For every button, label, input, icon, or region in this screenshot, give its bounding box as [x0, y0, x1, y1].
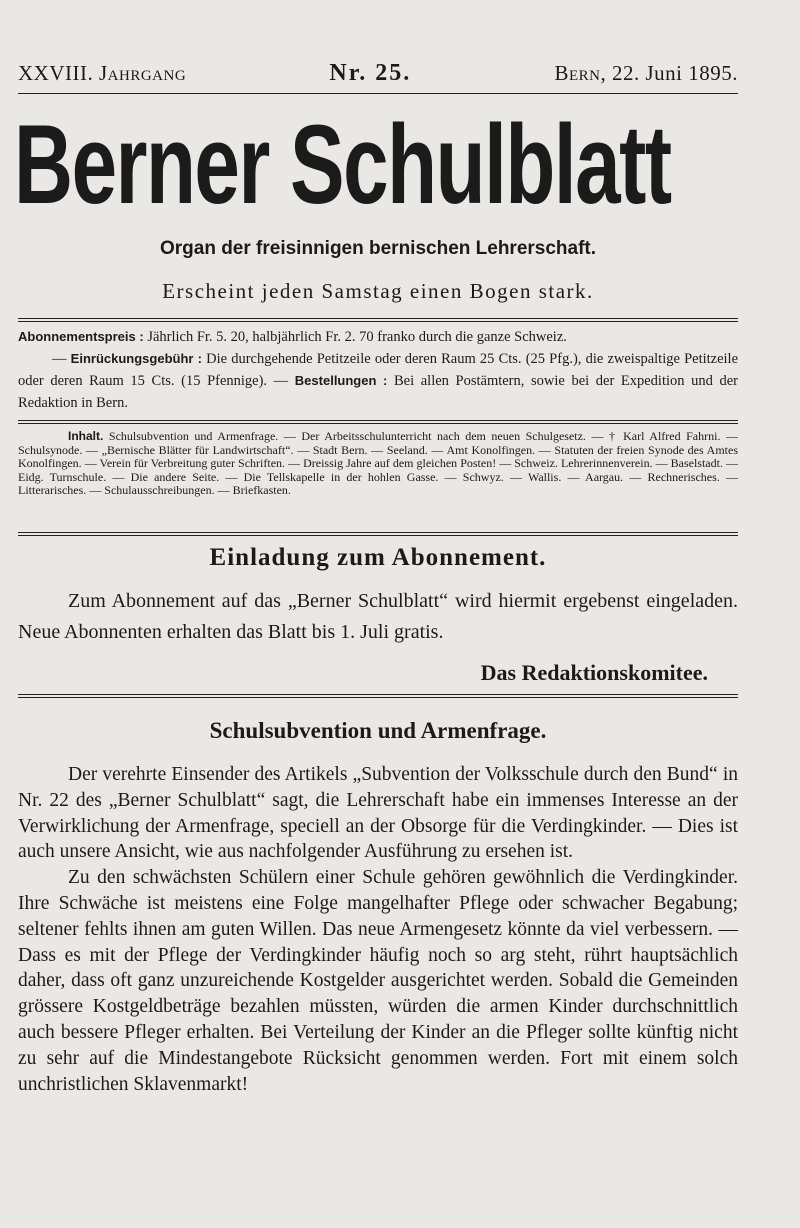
orders-label: Bestellungen :	[294, 373, 388, 388]
insertion-fee-text: Die durchgehende Petitzeile oder deren Raum 25 Cts. (25 Pfg.), die zweispaltige Petitzeile oder deren Raum 15 Cts. (15 Pfennige). —	[18, 351, 739, 389]
divider-rule	[18, 532, 738, 536]
divider-rule	[18, 318, 738, 322]
subscription-price-label: Abonnementspreis :	[18, 329, 144, 344]
volume	[18, 61, 186, 86]
header-rule	[18, 93, 738, 94]
divider-rule	[18, 420, 738, 424]
subscription-info: Abonnementspreis : Jährlich Fr. 5. 20, halbjährlich Fr. 2. 70 franko durch die ganze Schweiz. — Einrückungsgebühr : Die durchgehende Petitzeile oder deren Raum 25 Cts. (25 Pfg.), die zweispaltige Petitzeile oder deren Raum 15 Cts. (15 Pfennige). — Bestellungen : Bei allen Postämtern, sowie bei der Expedition und der Redaktion in Bern.	[18, 329, 739, 411]
article-heading: Schulsubvention und Armenfrage.	[209, 718, 547, 743]
issue-line	[18, 60, 738, 87]
volume-number: XXVIII.	[18, 61, 94, 85]
table-of-contents	[18, 430, 738, 498]
place: Bern	[554, 61, 601, 85]
publication-frequency: Erscheint jeden Samstag einen Bogen stark.	[162, 279, 594, 303]
volume-label: Jahrgang	[98, 61, 187, 85]
masthead-title: Berner Schulblatt	[14, 102, 671, 227]
masthead-subtitle: Organ der freisinnigen bernischen Lehrerschaft.	[159, 238, 597, 259]
orders-text: Bei allen Postämtern, sowie bei der Expedition und der Redaktion in Bern.	[18, 373, 739, 411]
article-body	[18, 762, 738, 1097]
invitation-body	[18, 586, 738, 648]
article-paragraph: Der verehrte Einsender des Artikels „Subvention der Volksschule durch den Bund“ in Nr. 22 des „Berner Schulblatt“ sagt, die Lehrerschaft habe ein immenses Interesse an der Verwirklichung der Armenfrage, speciell an der Obsorge für die Verdingkinder. — Dies ist auch unsere Ansicht, wie aus nachfolgender Ausführung zu ersehen ist.	[18, 764, 738, 863]
place-date	[554, 61, 738, 86]
invitation-heading: Einladung zum Abonnement.	[209, 544, 547, 571]
divider-rule	[18, 694, 738, 698]
issue-number: Nr. 25.	[329, 60, 412, 86]
contents-label: Inhalt.	[68, 429, 104, 443]
contents-text: Schulsubvention und Armenfrage. — Der Arbeitsschulunterricht nach dem neuen Schulgesetz. — † Karl Alfred Fahrni. — Schulsynode. — „Bernische Blätter für Landwirtschaft“. — Stadt Bern. — Seeland. — Amt Konolfingen. — Statuten der freien Synode des Amtes Konolfingen. — Verein für Verbreitung guter Schriften. — Dreissig Jahre auf dem gleichen Posten! — Schweiz. Lehrerinnenverein. — Baselstadt. — Eidg. Turnschule. — Die andere Seite. — Die Tellskapelle in der hohlen Gasse. — Schwyz. — Wallis. — Aargau. — Rechnerisches. — Litterarisches. — Schulausschreibungen. — Briefkasten.	[18, 429, 739, 498]
invitation-text: Zum Abonnement auf das „Berner Schulblatt“ wird hiermit ergebenst eingeladen. Neue Abonnenten erhalten das Blatt bis 1. Juli gratis.	[18, 590, 738, 643]
newspaper-page	[14, 0, 739, 1228]
invitation-signature: Das Redaktionskomitee.	[480, 660, 708, 685]
insertion-fee-label: Einrückungsgebühr :	[70, 351, 202, 366]
subscription-price-text: Jährlich Fr. 5. 20, halbjährlich Fr. 2. 70 franko durch die ganze Schweiz.	[147, 329, 567, 345]
article-paragraph: Zu den schwächsten Schülern einer Schule gehören gewöhnlich die Verdingkinder. Ihre Schwäche ist meistens eine Folge mangelhafter Pflege oder schwacher Begabung; seltener fehlts ihnen am guten Willen. Das neue Armengesetz könnte da viel verbessern. — Dass es mit der Pflege der Verdingkinder häufig noch so arg steht, rührt hauptsächlich daher, dass oft ganz unzureichende Kostgelder ausgerichtet werden. Sobald die Gemeinden grössere Kostgeldbeträge bezahlen müssten, würden die armen Kinder durchschnittlich auch bessere Pfleger erhalten. Bei Verteilung der Kinder an die Pfleger sollte künftig nicht zu sehr auf die Mindestangebote Rücksicht genommen werden. Fort mit einem solch unchristlichen Sklavenmarkt!	[18, 867, 738, 1095]
date: , 22. Juni 1895.	[600, 61, 738, 85]
